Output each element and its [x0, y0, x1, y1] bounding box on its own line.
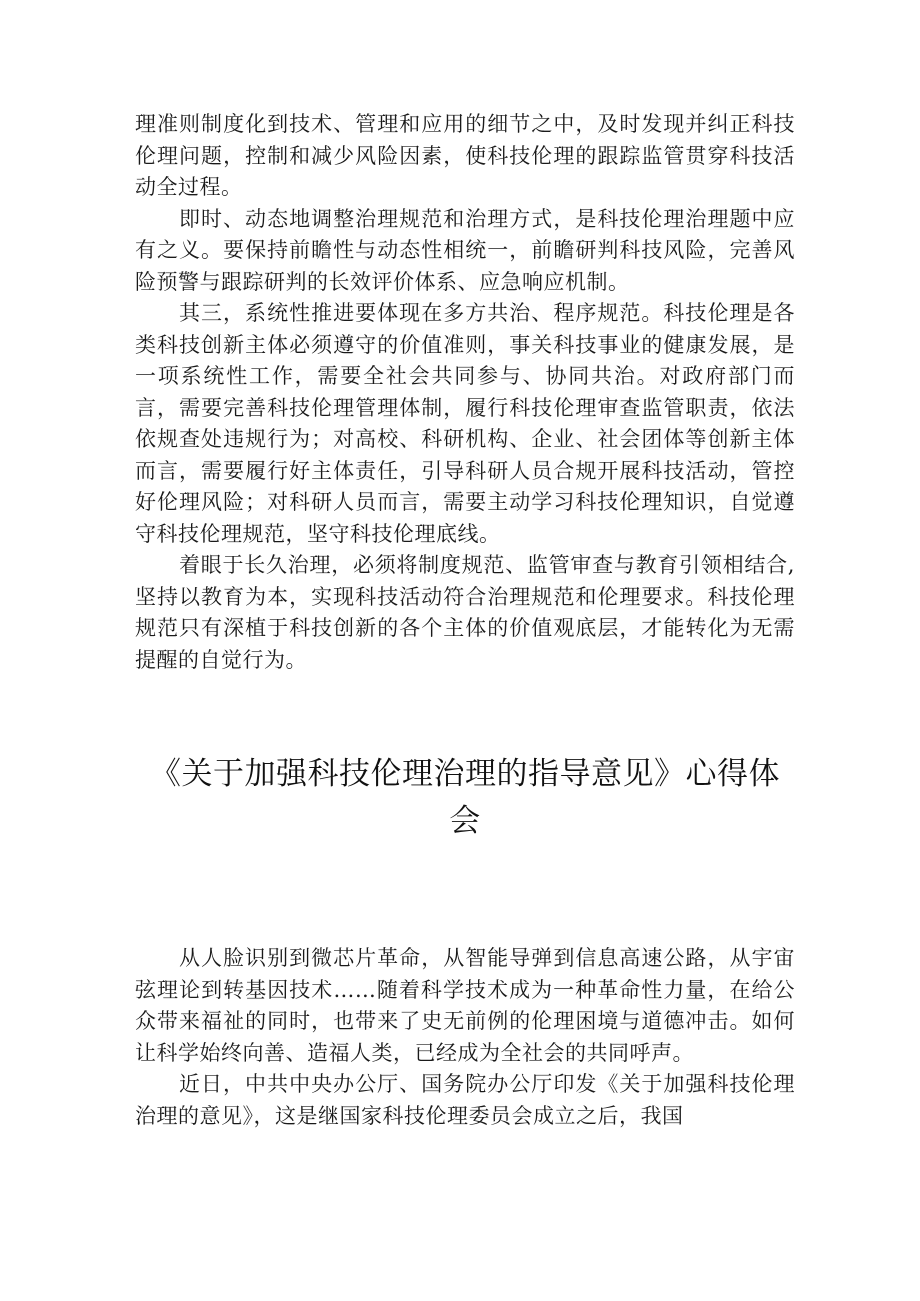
text-section-continued: [135, 109, 795, 676]
paragraph-systematic-governance: 其三，系统性推进要体现在多方共治、程序规范。科技伦理是各类科技创新主体必须遵守的价值准则，事关科技事业的健康发展，是一项系统性工作，需要全社会共同参与、协同共治。对政府部门而言，需要完善科技伦理管理体制，履行科技伦理审查监管职责，依法依规查处违规行为；对高校、科研机构、企业、社会团体等创新主体而言，需要履行好主体责任，引导科研人员合规开展科技活动，管控好伦理风险；对科研人员而言，需要主动学习科技伦理知识，自觉遵守科技伦理规范，坚守科技伦理底线。: [135, 301, 795, 546]
article-title: 《关于加强科技伦理治理的指导意见》心得体会: [150, 756, 780, 839]
paragraph-dynamic-adjustment: 即时、动态地调整治理规范和治理方式，是科技伦理治理题中应有之义。要保持前瞻性与动态性相统一，前瞻研判科技风险，完善风险预警与跟踪研判的长效评价体系、应急响应机制。: [135, 206, 795, 294]
paragraph-intro: 从人脸识别到微芯片革命，从智能导弹到信息高速公路，从宇宙弦理论到转基因技术……随着科学技术成为一种革命性力量，在给公众带来福祉的同时，也带来了史无前例的伦理困境与道德冲击。如何让科学始终向善、造福人类，已经成为全社会的共同呼声。: [135, 946, 795, 1065]
paragraph-recent-news: 近日，中共中央办公厅、国务院办公厅印发《关于加强科技伦理治理的意见》，这是继国家科技伦理委员会成立之后，我国: [135, 1072, 795, 1128]
paragraph-continued: 理准则制度化到技术、管理和应用的细节之中，及时发现并纠正科技伦理问题，控制和减少风险因素，使科技伦理的跟踪监管贯穿科技活动全过程。: [135, 112, 795, 199]
paragraph-long-term-governance: 着眼于长久治理，必须将制度规范、监管审查与教育引领相结合,坚持以教育为本，实现科技活动符合治理规范和伦理要求。科技伦理规范只有深植于科技创新的各个主体的价值观底层，才能转化为无需提醒的自觉行为。: [135, 553, 795, 672]
article-body: [135, 943, 795, 1132]
